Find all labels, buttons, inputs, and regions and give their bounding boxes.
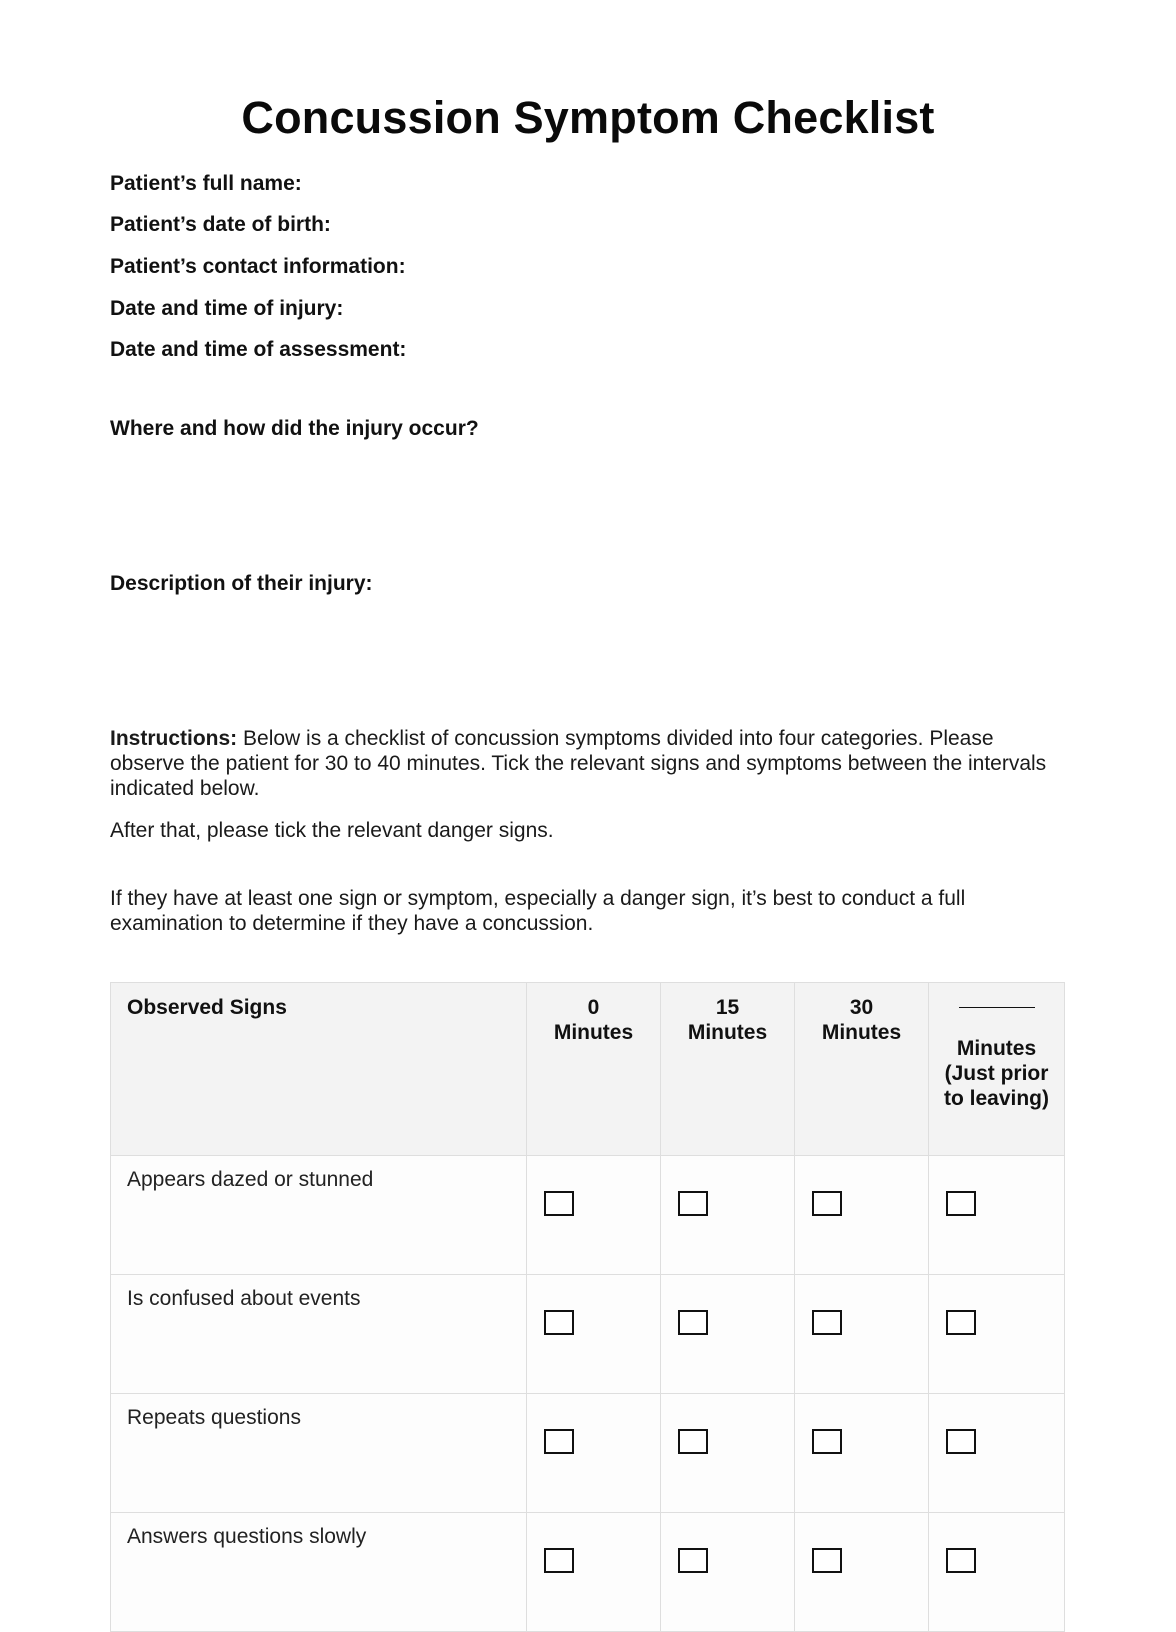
field-full-name: Patient’s full name: — [110, 172, 302, 195]
instructions-after: After that, please tick the relevant danger signs. — [110, 819, 554, 842]
question-where-how: Where and how did the injury occur? — [110, 417, 479, 440]
symptom-checklist-table — [110, 982, 1065, 1632]
instructions-text: Below is a checklist of concussion symptoms divided into four categories. Please observe the patient for 30 to 40 minutes. Tick the relevant signs and symptoms between the intervals indicated below. — [110, 727, 1047, 800]
table-row — [111, 1394, 1065, 1513]
checkbox-30-minutes[interactable] — [812, 1310, 842, 1335]
header-15-minutes: 15 Minutes — [661, 983, 795, 1156]
question-description: Description of their injury: — [110, 572, 373, 595]
sign-label: Appears dazed or stunned — [111, 1156, 527, 1275]
field-date-time-assessment: Date and time of assessment: — [110, 338, 407, 361]
blank-minutes-line — [959, 995, 1035, 1008]
sign-label: Is confused about events — [111, 1275, 527, 1394]
page-title: Concussion Symptom Checklist — [241, 92, 935, 143]
instructions-note: If they have at least one sign or symptom, especially a danger sign, it’s best to conduct a full examination to determine if they have a concussion. — [110, 887, 966, 935]
checkbox-leaving[interactable] — [946, 1548, 976, 1573]
checkbox-30-minutes[interactable] — [812, 1548, 842, 1573]
checkbox-30-minutes[interactable] — [812, 1191, 842, 1216]
checkbox-leaving[interactable] — [946, 1310, 976, 1335]
header-observed-signs: Observed Signs — [111, 983, 527, 1156]
field-date-of-birth: Patient’s date of birth: — [110, 213, 331, 236]
sign-label: Repeats questions — [111, 1394, 527, 1513]
checkbox-0-minutes[interactable] — [544, 1191, 574, 1216]
table-row — [111, 1513, 1065, 1632]
checkbox-15-minutes[interactable] — [678, 1191, 708, 1216]
checkbox-15-minutes[interactable] — [678, 1310, 708, 1335]
checkbox-0-minutes[interactable] — [544, 1310, 574, 1335]
field-date-time-injury: Date and time of injury: — [110, 297, 344, 320]
checkbox-15-minutes[interactable] — [678, 1548, 708, 1573]
checkbox-30-minutes[interactable] — [812, 1429, 842, 1454]
instructions-label: Instructions: — [110, 727, 238, 750]
table-row — [111, 1156, 1065, 1275]
field-contact-info: Patient’s contact information: — [110, 255, 406, 278]
header-30-minutes: 30 Minutes — [795, 983, 929, 1156]
checkbox-leaving[interactable] — [946, 1191, 976, 1216]
header-0-minutes: 0 Minutes — [527, 983, 661, 1156]
checkbox-leaving[interactable] — [946, 1429, 976, 1454]
header-leaving-minutes: Minutes (Just prior to leaving) — [929, 983, 1065, 1156]
table-row — [111, 1275, 1065, 1394]
checkbox-0-minutes[interactable] — [544, 1429, 574, 1454]
instructions-paragraph — [110, 726, 1050, 801]
sign-label: Answers questions slowly — [111, 1513, 527, 1632]
table-header-row — [111, 983, 1065, 1156]
checkbox-0-minutes[interactable] — [544, 1548, 574, 1573]
checkbox-15-minutes[interactable] — [678, 1429, 708, 1454]
